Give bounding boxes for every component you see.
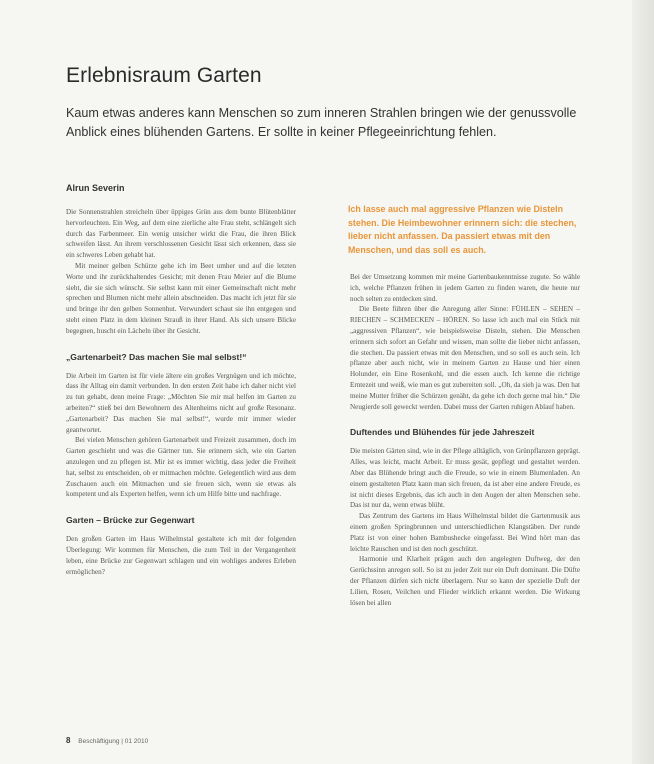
article-lead: Kaum etwas anderes kann Menschen so zum inneren Strahlen bringen wie der genussvolle Anblick eines blühenden Gartens. Er sollte in keiner Pflegeeinrichtung fehlen. [66, 106, 577, 139]
section-heading: „Gartenarbeit? Das machen Sie mal selbst!“ [66, 351, 247, 362]
body-paragraph: Mit meiner gelben Schürze gehe ich im Beet umher und auf die letzten Worte und ihr zurückhaltendes Gesicht; mit denen Frau Meier auf die Blume sieht, die sie sich wünscht. Sie selbst kann mit einer Gemeinschaft nicht mehr sprechen und Blumen nicht mehr allein abschneiden. Das macht ich jetzt für sie und bringe ihr den gelben Sonnenhut. Verwundert schaut sie ihn entgegen und steht einen Platz in dem kleinen Strauß in ihrer Hand. Als sich unsere Blicke begegnen, huscht ein Lächeln über ihr Gesicht. [66, 261, 296, 335]
body-paragraph: Den großen Garten im Haus Wilhelmstal gestaltete ich mit der folgenden Überlegung: Wir kommen für Menschen, die zum Teil in der Vergangenheit leben, eine Brücke zur Gegenwart schlagen und ein wohliges anderes Erleben ermöglichen? [66, 535, 296, 576]
section-heading: Garten – Brücke zur Gegenwart [66, 515, 195, 526]
body-paragraph: Bei der Umsetzung kommen mir meine Gartenbaukenntnisse zugute. So wähle ich, welche Pflanzen frühen in jedem Garten zu finden waren, die heute nur noch selten zu entdecken sind. [350, 273, 580, 303]
page-footer [66, 736, 148, 745]
body-paragraph: Die Beete führen über die Anregung aller Sinne: FÜHLEN – SEHEN – RIECHEN – SCHMECKEN – HÖREN. So lasse ich auch mal ein Stück mit „aggressiven Pflanzen“, wie beispielsweise Disteln, stehen. Die Menschen erinnern sich sofort an Gefahr und wissen, man sollte die lieber nicht anfassen, die stechen. Da passiert etwas mit den Menschen, und so soll es auch sein. Ich pflanze aber auch nicht, wie in meinem Garten zu Hause und hier einen Holunder, ein Eine Rosenkohl, und die essen auch. Ich kenne die richtige Erntezeit und weiß, wie man es gut zubereiten soll. „Oh, da sieh ja was. Den hat meine Mutter früher die Schürzen genäht, da gehe ich doch gerne mal hin.“ Die Neugierde soll geweckt werden. Dabei muss der Garten ruhigen Ablauf haben. [350, 305, 580, 411]
page-number: 8 [66, 736, 71, 745]
body-paragraph: Die Sonnenstrahlen streicheln über üppiges Grün aus dem bunte Blütenblätter hervorleuchten. Ein Weg, auf dem eine zierliche alte Frau steht, schlängelt sich durch das Farbenmeer. Ein wenig unsicher wirkt die Frau, die ihren Blick schweifen lässt. An ihrem verschlossenen Gesicht lässt sich erkennen, dass sie ein schweres Leben gehabt hat. [66, 208, 296, 260]
article-author: Alrun Severin [66, 183, 125, 193]
right-column [350, 272, 580, 608]
article-title: Erlebnisraum Garten [66, 64, 262, 87]
publication-name: Beschäftigung | 01 2010 [78, 738, 149, 745]
body-paragraph: Die meisten Gärten sind, wie in der Pflege alltäglich, von Grünpflanzen geprägt. Alles, was leicht, macht Arbeit. Er muss gesät, gepflegt und gestaltet werden. Aber das Blühende bringt auch die Freude, so wie in einem Blumenladen. An einem gestalteten Platz kann man sich freuen, da ist aber eine andere Freude, es ist nicht dieses Ergebnis, das ich auch in den Augen der alten Menschen sehe. Das ist nur da, wenn etwas blüht. [350, 447, 581, 510]
body-paragraph: Das Zentrum des Gartens im Haus Wilhelmstal bildet die Gartenmusik aus einem großen Springbrunnen und unterschiedlichen Klangstäben. Der runde Platz ist von einer hohen Bambushecke eingefasst. Bei Wind hört man das leichte Rauschen und ist den noch geschützt. [350, 512, 580, 553]
page-edge-shadow [632, 0, 654, 764]
body-paragraph: Bei vielen Menschen gehören Gartenarbeit und Freizeit zusammen, doch im Garten geschieht und was die Gärtner tun. Sie erinnern sich, wie ein Garten anzulegen und zu pflegen ist. Mir ist es immer wichtig, dass jeder die Freiheit hat, selbst zu entscheiden, ob er mitmachen möchte. Gelegentlich wird aus dem Zuschauen auch ein Mitmachen und sie freuen sich, wenn sie etwas als kompetent und als Experten helfen, wenn ich um Hilfe bitte und nachfrage. [66, 436, 296, 499]
left-column [66, 207, 296, 577]
section-heading: Duftendes und Blühendes für jede Jahreszeit [350, 427, 535, 438]
body-paragraph: Harmonie und Klarheit prägen auch den angelegten Duftweg, der den Gerüchssinn anregen soll. So ist zu jeder Zeit nur ein Duft dominant. Die Düfte der Pflanzen dürfen sich nicht überlagern. Nur so kann der spezielle Duft der Lilien, Rosen, Veilchen und Flieder wirklich erkannt werden. Die Wirkung lösen bei allen [350, 555, 580, 607]
body-paragraph: Die Arbeit im Garten ist für viele ältere ein großes Vergnügen und ich möchte, dass ihr Alltag ein damit verbunden. In den ersten Zeit habe ich daher nicht viel zu tun gehabt, denn meine Frage: „Möchten Sie mir mal helfen im Garten zu arbeiten?“ stieß bei den Bewohnern des Altenheims nicht auf große Resonanz. „Gartenarbeit? Das machen Sie mal selbst!“, wurde mir immer wieder geantwortet. [66, 371, 296, 434]
pull-quote: Ich lasse auch mal aggressive Pflanzen wie Disteln stehen. Die Heimbewohner erinnern sich: die stechen, lieber nicht anfassen. Da passiert etwas mit den Menschen, und das soll es auch. [348, 204, 577, 256]
